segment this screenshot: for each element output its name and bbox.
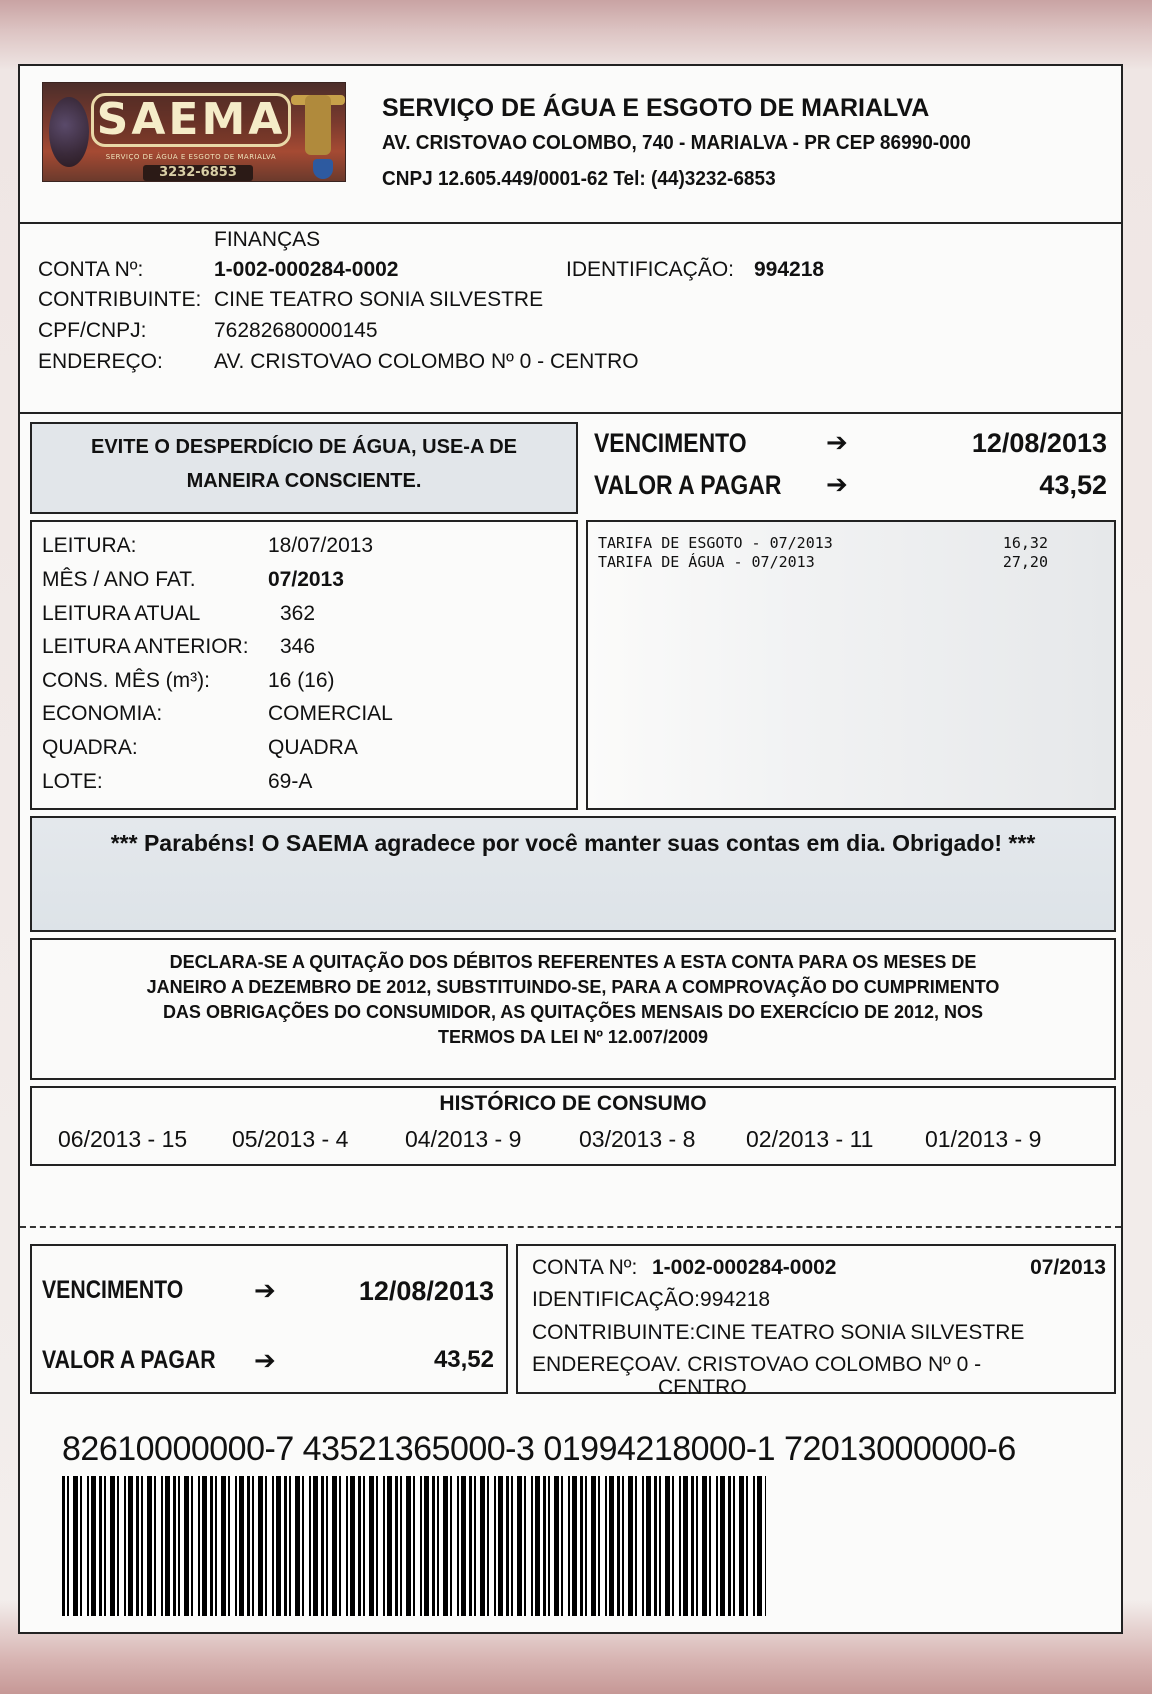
reading-label: LEITURA ANTERIOR: xyxy=(42,635,249,658)
cpf-value: 76282680000145 xyxy=(214,319,378,342)
arrow-right-icon: ➔ xyxy=(254,1346,276,1376)
company-address: AV. CRISTOVAO COLOMBO, 740 - MARIALVA - PR CEP 86990-000 xyxy=(382,132,971,154)
water-bill xyxy=(18,64,1123,1634)
reading-value: QUADRA xyxy=(268,736,358,759)
reading-box xyxy=(30,520,578,810)
company-cnpj-tel: CNPJ 12.605.449/0001-62 Tel: (44)3232-6853 xyxy=(382,168,776,190)
identificacao-value: 994218 xyxy=(754,258,825,281)
history-box xyxy=(30,1086,1116,1166)
stub-valor-value: 43,52 xyxy=(433,1346,494,1373)
faucet-body-icon xyxy=(305,95,331,155)
reading-value: 362 xyxy=(280,602,316,625)
tariff-value: 27,20 xyxy=(1002,553,1048,571)
reading-value: 16 (16) xyxy=(268,669,335,692)
notice-line-1: EVITE O DESPERDÍCIO DE ÁGUA, USE-A DE xyxy=(91,436,517,458)
arrow-right-icon: ➔ xyxy=(826,470,848,500)
conservation-notice xyxy=(30,422,578,514)
thanks-box xyxy=(30,816,1116,932)
reading-value: COMERCIAL xyxy=(268,702,393,725)
stub-contribuinte: CONTRIBUINTE:CINE TEATRO SONIA SILVESTRE xyxy=(532,1321,1025,1344)
notice-line-2: MANEIRA CONSCIENTE. xyxy=(186,470,422,492)
stub-conta-label: CONTA Nº: xyxy=(532,1256,638,1279)
history-item: 03/2013 - 8 xyxy=(579,1126,696,1152)
endereco-value: AV. CRISTOVAO COLOMBO Nº 0 - CENTRO xyxy=(214,350,639,373)
declaration-line: JANEIRO A DEZEMBRO DE 2012, SUBSTITUINDO-SE, PARA A COMPROVAÇÃO DO CUMPRIMENTO xyxy=(146,977,1000,997)
logo-subtitle: SERVIÇO DE ÁGUA E ESGOTO DE MARIALVA xyxy=(105,153,277,161)
history-item: 02/2013 - 11 xyxy=(746,1126,874,1152)
crest-icon xyxy=(313,159,333,179)
reading-label: LEITURA ATUAL xyxy=(42,602,201,625)
history-title: HISTÓRICO DE CONSUMO xyxy=(439,1092,707,1115)
arrow-right-icon: ➔ xyxy=(826,428,848,458)
reading-label: CONS. MÊS (m³): xyxy=(42,669,210,692)
contribuinte-value: CINE TEATRO SONIA SILVESTRE xyxy=(214,288,544,311)
barcode xyxy=(62,1476,766,1616)
saema-logo xyxy=(42,82,346,182)
declaration-line: DAS OBRIGAÇÕES DO CONSUMIDOR, AS QUITAÇÕES MENSAIS DO EXERCÍCIO DE 2012, NOS xyxy=(162,1002,984,1022)
stub-vencimento-label: VENCIMENTO xyxy=(42,1276,184,1304)
history-item: 06/2013 - 15 xyxy=(58,1126,188,1152)
client-divider xyxy=(20,412,1121,414)
reading-value: 69-A xyxy=(268,770,313,793)
barcode-digits: 82610000000-7 43521365000-3 01994218000-1 72013000000-6 xyxy=(62,1430,1016,1468)
stub-payment-box xyxy=(30,1244,508,1394)
valor-label: VALOR A PAGAR xyxy=(594,470,782,500)
reading-label: ECONOMIA: xyxy=(42,702,163,725)
reading-label: LOTE: xyxy=(42,770,103,793)
cut-line xyxy=(20,1226,1121,1228)
tariff-box xyxy=(586,520,1116,810)
reading-value: 07/2013 xyxy=(268,568,344,591)
conta-value: 1-002-000284-0002 xyxy=(214,258,399,281)
valor-value: 43,52 xyxy=(1039,470,1107,500)
stub-valor-label: VALOR A PAGAR xyxy=(42,1346,216,1374)
grape-icon xyxy=(49,97,89,167)
stub-conta-value: 1-002-000284-0002 xyxy=(652,1256,837,1279)
history-item: 01/2013 - 9 xyxy=(925,1126,1042,1152)
stub-endereco-cont: CENTRO xyxy=(658,1376,747,1399)
declaration-box xyxy=(30,938,1116,1080)
company-title: SERVIÇO DE ÁGUA E ESGOTO DE MARIALVA xyxy=(382,94,930,122)
conta-label: CONTA Nº: xyxy=(38,258,144,281)
logo-wordmark: SAEMA xyxy=(91,93,291,147)
header-divider xyxy=(20,222,1121,224)
logo-phone: 3232-6853 xyxy=(143,165,253,181)
tariff-value: 16,32 xyxy=(1002,534,1048,552)
tariff-label: TARIFA DE ÁGUA - 07/2013 xyxy=(598,553,815,571)
stub-ref: 07/2013 xyxy=(1030,1256,1106,1279)
arrow-right-icon: ➔ xyxy=(254,1276,276,1306)
stub-vencimento-value: 12/08/2013 xyxy=(358,1276,494,1306)
vencimento-label: VENCIMENTO xyxy=(594,428,747,458)
stub-identificacao: IDENTIFICAÇÃO:994218 xyxy=(532,1288,771,1311)
history-item: 04/2013 - 9 xyxy=(405,1126,522,1152)
stub-endereco: ENDEREÇOAV. CRISTOVAO COLOMBO Nº 0 - xyxy=(532,1353,982,1376)
declaration-line: DECLARA-SE A QUITAÇÃO DOS DÉBITOS REFERENTES A ESTA CONTA PARA OS MESES DE xyxy=(169,952,977,972)
identificacao-label: IDENTIFICAÇÃO: xyxy=(566,258,735,281)
stub-account-box xyxy=(516,1244,1116,1399)
reading-value: 346 xyxy=(280,635,316,658)
reading-value: 18/07/2013 xyxy=(268,534,374,557)
thanks-message: *** Parabéns! O SAEMA agradece por você manter suas contas em dia. Obrigado! *** xyxy=(110,830,1036,856)
department: FINANÇAS xyxy=(214,228,321,251)
declaration-line: TERMOS DA LEI Nº 12.007/2009 xyxy=(437,1027,708,1047)
reading-label: QUADRA: xyxy=(42,736,138,759)
history-item: 05/2013 - 4 xyxy=(232,1126,349,1152)
endereco-label: ENDEREÇO: xyxy=(38,350,163,373)
vencimento-value: 12/08/2013 xyxy=(971,428,1107,458)
reading-label: LEITURA: xyxy=(42,534,137,557)
reading-label: MÊS / ANO FAT. xyxy=(42,568,196,591)
cpf-label: CPF/CNPJ: xyxy=(38,319,147,342)
tariff-label: TARIFA DE ESGOTO - 07/2013 xyxy=(598,534,833,552)
contribuinte-label: CONTRIBUINTE: xyxy=(38,288,202,311)
